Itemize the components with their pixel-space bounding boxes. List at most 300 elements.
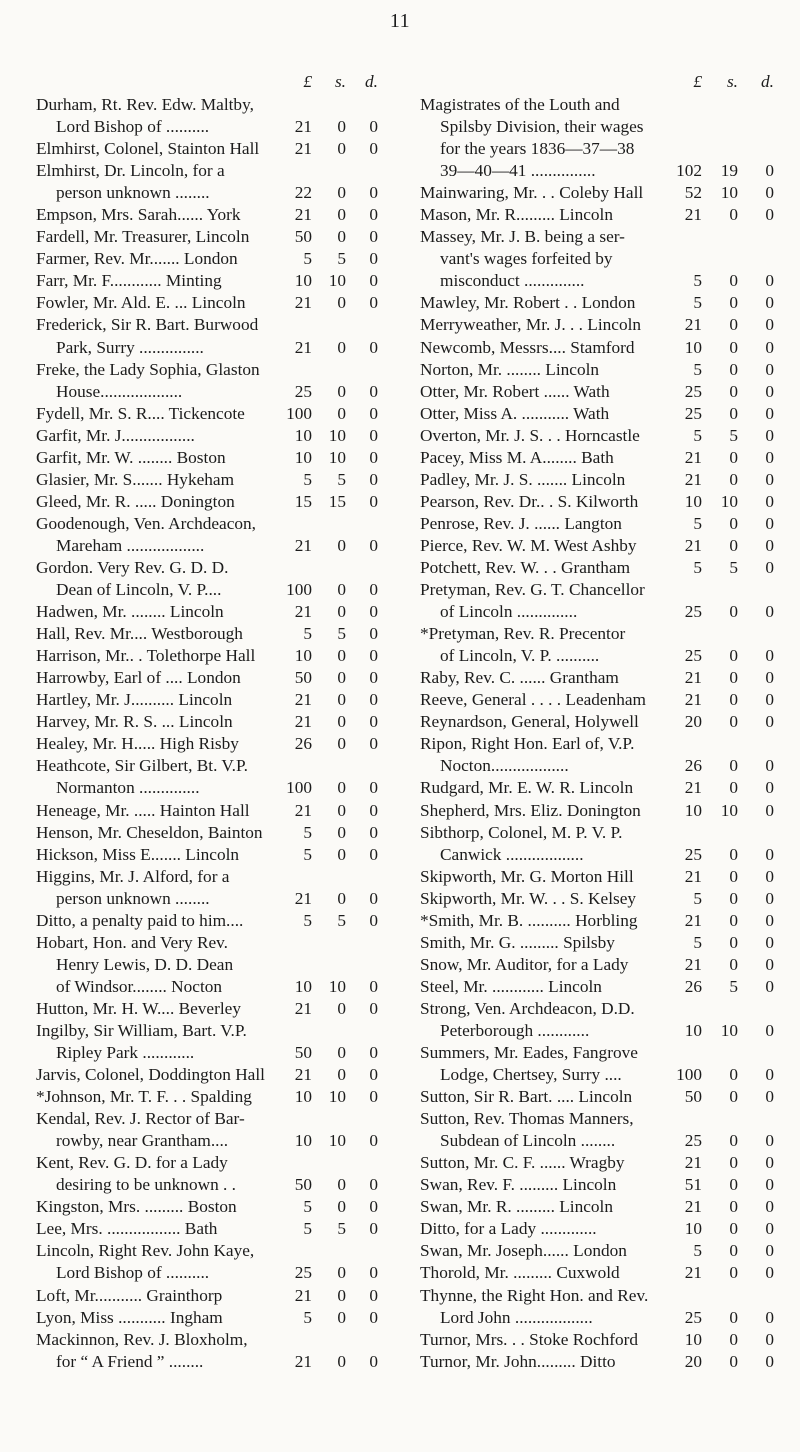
pounds-amount: 5 <box>693 359 702 379</box>
shillings-amount: 10 <box>720 183 738 203</box>
shillings-amount: 0 <box>729 447 738 467</box>
pounds-amount: 10 <box>684 491 702 511</box>
subscriber-entry <box>36 314 380 336</box>
pounds-amount: 25 <box>684 646 702 666</box>
pounds-amount: 21 <box>294 690 312 710</box>
shillings-amount: 5 <box>729 557 738 577</box>
subscriber-entry <box>36 1086 380 1108</box>
subscriber-text: Ripon, Right Hon. Earl of, V.P. <box>420 734 635 754</box>
subscriber-text: Park, Surry ............... <box>56 337 204 357</box>
subscriber-entry <box>420 1262 778 1284</box>
subscriber-text: Henson, Mr. Cheseldon, Bainton <box>36 822 263 842</box>
subscriber-text: Lodge, Chertsey, Surry .... <box>440 1065 622 1085</box>
pence-amount: 0 <box>765 1087 774 1107</box>
subscriber-text: Raby, Rev. C. ...... Grantham <box>420 668 619 688</box>
subscriber-text: Higgins, Mr. J. Alford, for a <box>36 866 230 886</box>
pence-amount: 0 <box>369 469 378 489</box>
subscriber-text: for the years 1836—37—38 <box>440 139 635 159</box>
subscriber-entry <box>420 755 778 777</box>
subscriber-text: Hadwen, Mr. ........ Lincoln <box>36 602 224 622</box>
subscriber-entry <box>36 888 380 910</box>
pence-amount: 0 <box>369 624 378 644</box>
shillings-amount: 0 <box>729 1241 738 1261</box>
subscriber-entry <box>36 138 380 160</box>
subscriber-entry <box>420 1086 778 1108</box>
subscriber-text: Kent, Rev. G. D. for a Lady <box>36 1153 228 1173</box>
subscriber-text: rowby, near Grantham.... <box>56 1131 229 1151</box>
subscriber-entry <box>420 557 778 579</box>
subscriber-entry <box>36 1329 380 1351</box>
shillings-amount: 0 <box>729 381 738 401</box>
subscriber-text: Smith, Mr. G. ......... Spilsby <box>420 932 615 952</box>
shillings-amount: 0 <box>729 1197 738 1217</box>
subscriber-entry <box>420 1174 778 1196</box>
pounds-amount: 50 <box>294 668 312 688</box>
shillings-amount: 0 <box>729 1153 738 1173</box>
subscriber-text: Spilsby Division, their wages <box>440 117 644 137</box>
subscriber-entry <box>36 270 380 292</box>
pounds-amount: 5 <box>693 271 702 291</box>
pounds-amount: 5 <box>303 822 312 842</box>
subscriber-entry <box>36 755 380 777</box>
subscriber-entry <box>36 403 380 425</box>
subscriber-text: Massey, Mr. J. B. being a ser- <box>420 227 625 247</box>
shillings-amount: 0 <box>337 800 346 820</box>
shillings-amount: 0 <box>729 932 738 952</box>
subscriber-entry <box>420 270 778 292</box>
subscriber-text: of Lincoln, V. P. .......... <box>440 646 600 666</box>
subscriber-text: Thynne, the Right Hon. and Rev. <box>420 1285 649 1305</box>
pounds-amount: 21 <box>294 998 312 1018</box>
pounds-amount: 52 <box>684 183 702 203</box>
pounds-amount: 10 <box>294 425 312 445</box>
pence-amount: 0 <box>765 1175 774 1195</box>
subscriber-entry <box>420 138 778 160</box>
subscriber-text: *Smith, Mr. B. .......... Horbling <box>420 910 638 930</box>
subscriber-entry <box>420 601 778 623</box>
subscriber-text: Sutton, Mr. C. F. ...... Wragby <box>420 1153 625 1173</box>
subscriber-entry <box>36 535 380 557</box>
pence-amount: 0 <box>765 1263 774 1283</box>
shillings-amount: 0 <box>729 513 738 533</box>
pence-amount: 0 <box>765 712 774 732</box>
subscriber-text: Gleed, Mr. R. ..... Donington <box>36 491 235 511</box>
subscriber-text: Lord Bishop of .......... <box>56 1263 210 1283</box>
subscriber-text: Mareham .................. <box>56 535 205 555</box>
subscriber-entry <box>36 226 380 248</box>
shillings-amount: 0 <box>729 1065 738 1085</box>
subscriber-entry <box>36 1130 380 1152</box>
pounds-amount: 21 <box>684 1153 702 1173</box>
subscriber-text: Swan, Mr. Joseph...... London <box>420 1241 627 1261</box>
subscriber-entry <box>420 667 778 689</box>
subscriber-entry <box>36 292 380 314</box>
subscriber-text: Shepherd, Mrs. Eliz. Donington <box>420 800 641 820</box>
pence-amount: 0 <box>765 1241 774 1261</box>
subscriber-entry <box>420 623 778 645</box>
pence-amount: 0 <box>369 1131 378 1151</box>
subscriber-entry <box>420 337 778 359</box>
pounds-amount: 25 <box>294 381 312 401</box>
shillings-amount: 0 <box>337 117 346 137</box>
subscriber-text: Summers, Mr. Eades, Fangrove <box>420 1043 638 1063</box>
pence-amount: 0 <box>765 557 774 577</box>
pounds-amount: 21 <box>684 469 702 489</box>
pence-amount: 0 <box>765 800 774 820</box>
pence-amount: 0 <box>369 1219 378 1239</box>
pounds-amount: 50 <box>294 227 312 247</box>
subscriber-text: Penrose, Rev. J. ...... Langton <box>420 513 622 533</box>
subscriber-entry <box>420 844 778 866</box>
pounds-amount: 5 <box>303 469 312 489</box>
pence-amount: 0 <box>765 337 774 357</box>
subscriber-entry <box>36 623 380 645</box>
shillings-amount: 0 <box>729 315 738 335</box>
pounds-amount: 5 <box>303 624 312 644</box>
pence-amount: 0 <box>765 381 774 401</box>
shillings-amount: 15 <box>328 491 346 511</box>
pence-amount: 0 <box>765 756 774 776</box>
pence-amount: 0 <box>765 910 774 930</box>
subscriber-entry <box>36 711 380 733</box>
pence-amount: 0 <box>765 1307 774 1327</box>
pounds-amount: 21 <box>684 1263 702 1283</box>
subscriber-text: Ingilby, Sir William, Bart. V.P. <box>36 1020 247 1040</box>
pence-amount: 0 <box>765 668 774 688</box>
shillings-amount: 0 <box>729 1351 738 1371</box>
pence-amount: 0 <box>369 1285 378 1305</box>
subscriber-entry <box>420 1218 778 1240</box>
subscriber-entry <box>420 1329 778 1351</box>
subscriber-text: Garfit, Mr. W. ........ Boston <box>36 447 226 467</box>
pounds-amount: 10 <box>294 976 312 996</box>
pence-amount: 0 <box>369 337 378 357</box>
subscriber-text: Hartley, Mr. J.......... Lincoln <box>36 690 233 710</box>
subscriber-text: Snow, Mr. Auditor, for a Lady <box>420 954 629 974</box>
pence-amount: 0 <box>765 513 774 533</box>
pence-amount: 0 <box>765 161 774 181</box>
subscriber-entry <box>36 359 380 381</box>
pounds-amount: 21 <box>294 139 312 159</box>
subscriber-text: Reynardson, General, Holywell <box>420 712 639 732</box>
pence-amount: 0 <box>765 535 774 555</box>
pounds-amount: 21 <box>294 117 312 137</box>
subscriber-text: Canwick .................. <box>440 844 584 864</box>
subscriber-entry <box>420 1196 778 1218</box>
subscriber-text: Newcomb, Messrs.... Stamford <box>420 337 635 357</box>
pounds-amount: 21 <box>684 1197 702 1217</box>
shillings-amount: 0 <box>337 535 346 555</box>
subscriber-text: Heathcote, Sir Gilbert, Bt. V.P. <box>36 756 249 776</box>
subscriber-entry <box>36 1218 380 1240</box>
shillings-amount: 0 <box>729 954 738 974</box>
subscriber-entry <box>420 1064 778 1086</box>
shillings-amount: 0 <box>729 403 738 423</box>
subscriber-text: Subdean of Lincoln ........ <box>440 1131 616 1151</box>
shillings-amount: 0 <box>729 910 738 930</box>
shillings-amount: 0 <box>729 359 738 379</box>
pence-amount: 0 <box>765 866 774 886</box>
subscriber-text: Turnor, Mr. John......... Ditto <box>420 1351 616 1371</box>
pounds-amount: 21 <box>684 315 702 335</box>
shillings-amount: 0 <box>729 271 738 291</box>
subscriber-entry <box>420 535 778 557</box>
subscriber-entry <box>36 910 380 932</box>
pence-amount: 0 <box>369 535 378 555</box>
shillings-amount: 0 <box>337 690 346 710</box>
shillings-amount: 10 <box>720 1020 738 1040</box>
subscriber-entry <box>420 888 778 910</box>
pence-amount: 0 <box>765 844 774 864</box>
subscriber-text: Fowler, Mr. Ald. E. ... Lincoln <box>36 293 246 313</box>
subscriber-entry <box>420 469 778 491</box>
pence-amount: 0 <box>765 1197 774 1217</box>
subscriber-text: Lyon, Miss ........... Ingham <box>36 1307 223 1327</box>
subscriber-text: Overton, Mr. J. S. . . Horncastle <box>420 425 640 445</box>
subscriber-text: Otter, Mr. Robert ...... Wath <box>420 381 610 401</box>
pence-amount: 0 <box>369 668 378 688</box>
subscriber-entry <box>36 1042 380 1064</box>
shillings-amount: 0 <box>337 183 346 203</box>
pounds-amount: 26 <box>294 734 312 754</box>
pence-amount: 0 <box>369 712 378 732</box>
shillings-amount: 0 <box>337 293 346 313</box>
subscriber-entry <box>420 711 778 733</box>
subscriber-text: Farmer, Rev. Mr....... London <box>36 249 238 269</box>
pence-amount: 0 <box>765 425 774 445</box>
subscriber-text: Heneage, Mr. ..... Hainton Hall <box>36 800 250 820</box>
shillings-amount: 0 <box>337 778 346 798</box>
pence-amount: 0 <box>369 1197 378 1217</box>
pounds-amount: 50 <box>294 1043 312 1063</box>
pence-amount: 0 <box>369 1065 378 1085</box>
shillings-amount: 0 <box>729 888 738 908</box>
pence-amount: 0 <box>369 403 378 423</box>
shillings-amount: 0 <box>337 712 346 732</box>
subscriber-text: Sibthorp, Colonel, M. P. V. P. <box>420 822 623 842</box>
pounds-amount: 21 <box>684 954 702 974</box>
pounds-amount: 10 <box>684 1219 702 1239</box>
subscriber-entry <box>36 160 380 182</box>
subscriber-entry <box>420 226 778 248</box>
shillings-amount: 0 <box>337 734 346 754</box>
shillings-amount: 0 <box>337 998 346 1018</box>
pounds-amount: 5 <box>693 425 702 445</box>
pence-amount: 0 <box>765 469 774 489</box>
pounds-amount: 5 <box>693 557 702 577</box>
subscriber-entry <box>420 579 778 601</box>
pence-amount: 0 <box>765 932 774 952</box>
shillings-amount: 0 <box>729 756 738 776</box>
shillings-amount: 5 <box>337 1219 346 1239</box>
subscriber-text: Kendal, Rev. J. Rector of Bar- <box>36 1109 245 1129</box>
pence-amount: 0 <box>369 227 378 247</box>
pounds-amount: 21 <box>294 712 312 732</box>
pounds-amount: 21 <box>294 1351 312 1371</box>
subscriber-entry <box>36 1351 380 1373</box>
subscriber-entry <box>36 866 380 888</box>
subscriber-entry <box>36 1240 380 1262</box>
pounds-amount: 25 <box>684 381 702 401</box>
subscriber-entry <box>420 403 778 425</box>
subscriber-text: Healey, Mr. H..... High Risby <box>36 734 239 754</box>
pence-amount: 0 <box>765 183 774 203</box>
pounds-amount: 10 <box>294 1087 312 1107</box>
subscriber-entry <box>36 800 380 822</box>
shillings-amount: 0 <box>337 822 346 842</box>
subscriber-text: Pierce, Rev. W. M. West Ashby <box>420 535 637 555</box>
pence-amount: 0 <box>369 491 378 511</box>
right-subscription-column <box>420 94 778 1373</box>
subscriber-text: Normanton .............. <box>56 778 200 798</box>
pence-amount: 0 <box>765 1219 774 1239</box>
shillings-amount: 10 <box>328 271 346 291</box>
pounds-amount: 50 <box>294 1175 312 1195</box>
subscriber-text: Freke, the Lady Sophia, Glaston <box>36 359 260 379</box>
subscriber-text: *Johnson, Mr. T. F. . . Spalding <box>36 1087 252 1107</box>
pounds-amount: 21 <box>294 337 312 357</box>
subscriber-text: Empson, Mrs. Sarah...... York <box>36 205 241 225</box>
pounds-amount: 5 <box>303 844 312 864</box>
subscriber-text: Sutton, Rev. Thomas Manners, <box>420 1109 634 1129</box>
pounds-amount: 51 <box>684 1175 702 1195</box>
pence-amount: 0 <box>369 580 378 600</box>
shillings-amount: 10 <box>328 1131 346 1151</box>
pence-amount: 0 <box>369 1263 378 1283</box>
subscriber-entry <box>36 601 380 623</box>
subscriber-entry <box>420 800 778 822</box>
subscriber-entry <box>420 1285 778 1307</box>
pence-amount: 0 <box>369 249 378 269</box>
pence-amount: 0 <box>369 646 378 666</box>
pence-amount: 0 <box>765 1329 774 1349</box>
subscriber-entry <box>36 998 380 1020</box>
subscriber-entry <box>36 337 380 359</box>
shillings-amount: 0 <box>337 602 346 622</box>
subscriber-text: Harrowby, Earl of .... London <box>36 668 241 688</box>
subscriber-text: person unknown ........ <box>56 888 210 908</box>
subscriber-text: Skipworth, Mr. G. Morton Hill <box>420 866 634 886</box>
subscriber-text: Otter, Miss A. ........... Wath <box>420 403 610 423</box>
shillings-amount: 5 <box>337 910 346 930</box>
pence-amount: 0 <box>369 734 378 754</box>
pounds-amount: 5 <box>303 910 312 930</box>
subscriber-entry <box>420 94 778 116</box>
subscriber-entry <box>36 932 380 954</box>
pence-amount: 0 <box>765 690 774 710</box>
subscriber-text: Elmhirst, Dr. Lincoln, for a <box>36 161 225 181</box>
subscriber-entry <box>420 1307 778 1329</box>
subscriber-text: Garfit, Mr. J................. <box>36 425 195 445</box>
subscriber-text: Dean of Lincoln, V. P.... <box>56 580 222 600</box>
pounds-amount: 5 <box>693 1241 702 1261</box>
subscriber-text: Magistrates of the Louth and <box>420 95 620 114</box>
pounds-amount: 10 <box>294 646 312 666</box>
pounds-amount: 100 <box>286 778 312 798</box>
subscriber-entry <box>36 976 380 998</box>
subscriber-entry <box>420 1020 778 1042</box>
subscriber-entry <box>36 248 380 270</box>
pounds-amount: 5 <box>693 932 702 952</box>
subscriber-text: Frederick, Sir R. Bart. Burwood <box>36 315 259 335</box>
subscriber-text: *Pretyman, Rev. R. Precentor <box>420 624 626 644</box>
pounds-amount: 21 <box>294 1285 312 1305</box>
pounds-amount: 10 <box>294 447 312 467</box>
subscriber-text: Goodenough, Ven. Archdeacon, <box>36 513 256 533</box>
subscriber-entry <box>420 116 778 138</box>
subscriber-text: Hickson, Miss E....... Lincoln <box>36 844 240 864</box>
shillings-amount: 5 <box>337 469 346 489</box>
shillings-amount: 0 <box>729 293 738 313</box>
subscriber-entry <box>36 1262 380 1284</box>
shillings-amount: 10 <box>328 1087 346 1107</box>
shillings-amount: 0 <box>729 690 738 710</box>
pounds-amount: 21 <box>294 888 312 908</box>
subscriber-entry <box>420 447 778 469</box>
pounds-amount: 21 <box>684 910 702 930</box>
subscriber-entry <box>420 160 778 182</box>
subscriber-entry <box>36 954 380 976</box>
subscriber-entry <box>420 292 778 314</box>
subscriber-entry <box>36 204 380 226</box>
subscriber-entry <box>420 1130 778 1152</box>
shillings-amount: 0 <box>729 778 738 798</box>
subscriber-text: Henry Lewis, D. D. Dean <box>56 954 234 974</box>
subscriber-text: Hobart, Hon. and Very Rev. <box>36 932 228 952</box>
pence-amount: 0 <box>765 646 774 666</box>
subscriber-entry <box>420 248 778 270</box>
pence-amount: 0 <box>369 139 378 159</box>
pounds-header: £ <box>303 72 312 91</box>
subscriber-text: of Lincoln .............. <box>440 602 578 622</box>
pounds-amount: 5 <box>693 513 702 533</box>
subscriber-entry <box>36 1152 380 1174</box>
shillings-amount: 10 <box>328 425 346 445</box>
pence-amount: 0 <box>369 822 378 842</box>
subscriber-entry <box>420 425 778 447</box>
pounds-amount: 25 <box>684 1131 702 1151</box>
shillings-amount: 0 <box>337 1307 346 1327</box>
pence-amount: 0 <box>369 447 378 467</box>
pence-amount: 0 <box>765 1131 774 1151</box>
subscriber-text: Mainwaring, Mr. . . Coleby Hall <box>420 183 644 203</box>
shillings-amount: 0 <box>729 668 738 688</box>
pounds-header: £ <box>693 72 702 91</box>
subscriber-text: Swan, Rev. F. ......... Lincoln <box>420 1175 617 1195</box>
page-number: 11 <box>389 10 411 32</box>
pence-amount: 0 <box>369 910 378 930</box>
shillings-amount: 10 <box>720 491 738 511</box>
subscriber-text: Steel, Mr. ............ Lincoln <box>420 976 602 996</box>
subscriber-entry <box>36 1108 380 1130</box>
subscriber-entry <box>36 116 380 138</box>
pence-amount: 0 <box>765 205 774 225</box>
subscriber-text: House................... <box>56 381 183 401</box>
shillings-amount: 0 <box>729 205 738 225</box>
pounds-amount: 10 <box>684 1329 702 1349</box>
subscriber-text: Kingston, Mrs. ......... Boston <box>36 1197 237 1217</box>
pence-amount: 0 <box>369 1043 378 1063</box>
subscriber-entry <box>36 689 380 711</box>
subscriber-text: Jarvis, Colonel, Doddington Hall <box>36 1065 265 1085</box>
subscriber-entry <box>36 1307 380 1329</box>
subscriber-entry <box>36 182 380 204</box>
pounds-amount: 10 <box>684 1020 702 1040</box>
subscriber-text: Glasier, Mr. S....... Hykeham <box>36 469 235 489</box>
subscriber-text: Thorold, Mr. ......... Cuxwold <box>420 1263 620 1283</box>
pence-amount: 0 <box>369 1351 378 1371</box>
subscriber-entry <box>420 381 778 403</box>
